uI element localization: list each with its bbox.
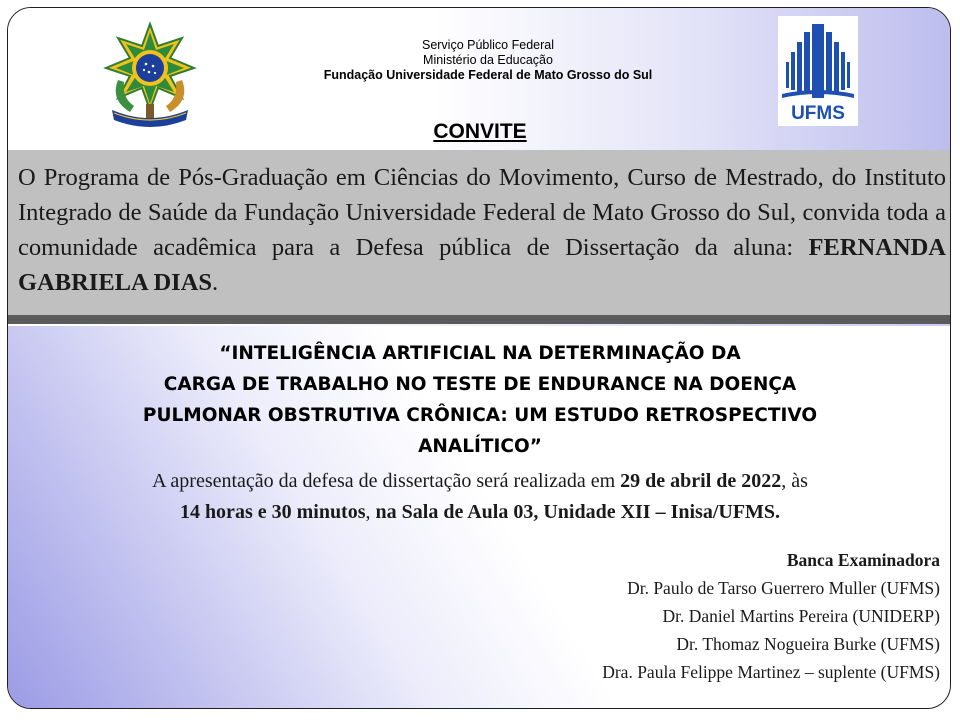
invitation-card (7, 7, 951, 709)
banca-member: Dr. Paulo de Tarso Guerrero Muller (UFMS) (627, 578, 940, 598)
invitation-text: O Programa de Pós-Graduação em Ciências do Movimento, Curso de Mestrado, do Instituto Integrado de Saúde da Fundação Universidade Federal de Mato Grosso do Sul, convida toda a comunidade acadêmica para a Defesa pública de Dissertação da aluna: (18, 164, 946, 261)
invitation-end: . (212, 269, 219, 296)
banca-member: Dr. Thomaz Nogueira Burke (UFMS) (676, 634, 940, 654)
title-line-1: “INTELIGÊNCIA ARTIFICIAL NA DETERMINAÇÃO DA (219, 343, 741, 364)
dissertation-title (98, 338, 862, 462)
convite-label: CONVITE (433, 120, 527, 143)
info-line-2 (8, 497, 951, 528)
brazil-coat-of-arms-icon (100, 20, 200, 130)
institution-header (248, 38, 728, 83)
info-line-1 (8, 466, 951, 497)
presentation-date: 29 de abril de 2022 (620, 470, 782, 492)
presentation-info (8, 466, 951, 528)
invitation-paragraph (18, 160, 946, 300)
banca-member: Dr. Daniel Martins Pereira (UNIDERP) (662, 606, 940, 626)
info-intro: A apresentação da defesa de dissertação será realizada em (152, 470, 621, 492)
ufms-logo-icon (778, 16, 858, 126)
presentation-place: na Sala de Aula 03, Unidade XII – Inisa/UFMS. (375, 501, 781, 523)
student-name: FERNANDA GABRIELA DIAS (18, 234, 946, 296)
header-line-foundation: Fundação Universidade Federal de Mato Grosso do Sul (323, 68, 653, 82)
convite-heading (8, 120, 951, 144)
presentation-time: 14 horas e 30 minutos (179, 501, 366, 523)
band-divider (8, 315, 951, 324)
ufms-logo-text: UFMS (791, 103, 845, 124)
invitation-band (8, 150, 951, 315)
examining-board (340, 546, 940, 686)
title-line-2: CARGA DE TRABALHO NO TESTE DE ENDURANCE NA DOENÇA (163, 374, 797, 395)
info-comma: , às (781, 470, 808, 492)
header-line-service: Serviço Público Federal (421, 38, 554, 52)
header-line-ministry: Ministério da Educação (423, 53, 553, 67)
banca-heading: Banca Examinadora (786, 550, 940, 570)
title-line-3: PULMONAR OBSTRUTIVA CRÔNICA: UM ESTUDO RETROSPECTIVO (142, 405, 818, 426)
title-line-4: ANALÍTICO” (418, 436, 542, 457)
info-comma-2: , (365, 501, 376, 523)
banca-member: Dra. Paula Felippe Martinez – suplente (UFMS) (602, 662, 940, 682)
